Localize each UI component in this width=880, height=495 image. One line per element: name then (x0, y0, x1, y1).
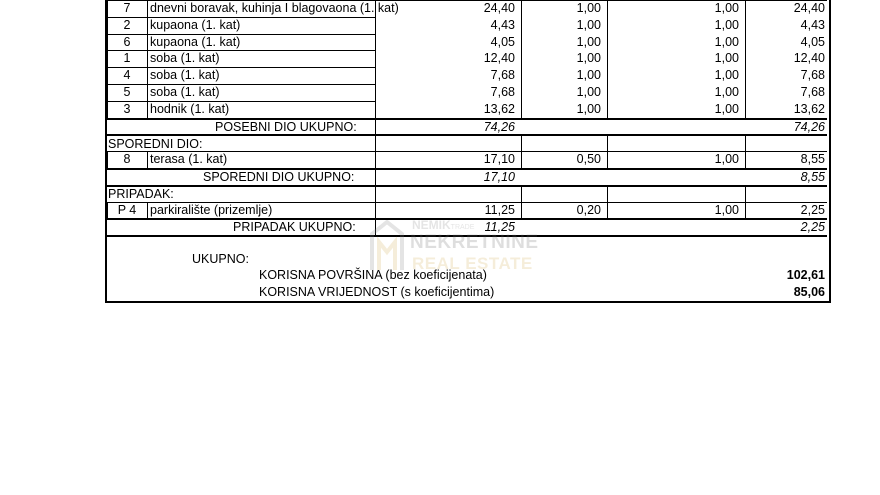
grid-vline (607, 17, 608, 34)
watermark-line1: NEMIKTRADE (412, 218, 475, 232)
coefficient-1: 1,00 (576, 68, 601, 83)
usable-value-value: 85,06 (793, 285, 825, 299)
subtotal-area: 74,26 (483, 119, 515, 134)
room-name: soba (1. kat) (150, 51, 220, 66)
room-area: 13,62 (483, 101, 515, 116)
grid-hline (105, 235, 827, 237)
row-total: 4,43 (800, 17, 825, 32)
row-total: 4,05 (800, 34, 825, 49)
grid-vline (147, 67, 148, 84)
grid-vline (375, 151, 376, 168)
grid-vline (607, 186, 608, 202)
grid-vline (107, 202, 108, 219)
coefficient-1: 1,00 (576, 101, 601, 116)
grid-vline (745, 101, 746, 118)
row-total: 8,55 (800, 152, 825, 167)
grid-vline (147, 84, 148, 101)
grid-vline (607, 135, 608, 151)
grid-vline (521, 186, 522, 202)
row-number: 7 (123, 1, 131, 15)
grid-vline (745, 186, 746, 202)
grid-vline (745, 151, 746, 168)
room-area: 4,43 (490, 17, 515, 32)
row-number: 4 (123, 68, 131, 83)
area-table (105, 0, 831, 303)
room-name: hodnik (1. kat) (150, 101, 230, 116)
grid-vline (521, 84, 522, 101)
grid-vline (607, 50, 608, 67)
grid-vline (607, 202, 608, 219)
room-name: soba (1. kat) (150, 68, 220, 83)
grid-vline (521, 202, 522, 219)
grid-vline (745, 17, 746, 34)
grid-vline (107, 67, 108, 84)
section-header: PRIPADAK: (108, 187, 174, 202)
grid-vline (107, 50, 108, 67)
grid-hline (105, 185, 827, 187)
subtotal-label: PRIPADAK UKUPNO: (233, 220, 356, 235)
grid-vline (375, 84, 376, 101)
coefficient-1: 1,00 (576, 1, 601, 15)
watermark-line2: NEKRETNINE (410, 232, 539, 253)
room-name: terasa (1. kat) (150, 152, 228, 167)
room-area: 24,40 (483, 1, 515, 15)
grid-vline (607, 151, 608, 168)
grid-vline (521, 67, 522, 84)
row-number: 3 (123, 101, 131, 116)
grid-vline (607, 84, 608, 101)
grid-vline (745, 202, 746, 219)
grid-vline (521, 135, 522, 151)
row-number: 2 (123, 17, 131, 32)
room-name: dnevni boravak, kuhinja I blagovaona (1. kat) (150, 1, 399, 15)
grid-vline (607, 0, 608, 17)
grid-vline (375, 101, 376, 118)
grid-vline (375, 67, 376, 84)
coefficient-1: 1,00 (576, 51, 601, 66)
coefficient-2: 1,00 (714, 101, 739, 116)
usable-area-label: KORISNA POVRŠINA (bez koeficijenata) (259, 268, 487, 282)
room-area: 4,05 (490, 34, 515, 49)
subtotal-label: POSEBNI DIO UKUPNO: (215, 119, 357, 134)
row-total: 13,62 (793, 101, 825, 116)
grid-vline (745, 0, 746, 17)
grid-vline (607, 34, 608, 51)
watermark-line3: REAL ESTATE (412, 254, 533, 273)
grid-vline (107, 151, 108, 168)
grid-vline (147, 151, 148, 168)
grid-vline (375, 0, 376, 17)
grid-vline (147, 17, 148, 34)
grid-vline (745, 84, 746, 101)
coefficient-2: 1,00 (714, 85, 739, 99)
grid-vline (745, 67, 746, 84)
subtotal-total: 2,25 (800, 220, 825, 235)
grid-vline (607, 101, 608, 118)
row-total: 24,40 (793, 1, 825, 15)
grid-vline (375, 50, 376, 67)
subtotal-area: 17,10 (483, 170, 515, 184)
coefficient-2: 1,00 (714, 34, 739, 49)
row-number: 8 (123, 152, 131, 167)
row-total: 12,40 (793, 51, 825, 66)
room-area: 7,68 (490, 68, 515, 83)
grid-vline (521, 17, 522, 34)
subtotal-total: 8,55 (800, 170, 825, 184)
coefficient-1: 0,50 (576, 152, 601, 167)
grid-vline (607, 67, 608, 84)
grid-vline (107, 101, 108, 118)
grid-vline (521, 0, 522, 17)
room-name: kupaona (1. kat) (150, 17, 241, 32)
usable-area-value: 102,61 (786, 268, 825, 282)
grid-vline (521, 151, 522, 168)
coefficient-2: 1,00 (714, 1, 739, 15)
grid-vline (375, 135, 376, 151)
row-number: 6 (123, 34, 131, 49)
subtotal-label: SPOREDNI DIO UKUPNO: (203, 170, 355, 184)
grid-vline (107, 84, 108, 101)
grid-vline (375, 186, 376, 202)
subtotal-area: 11,25 (484, 220, 515, 235)
subtotal-total: 74,26 (793, 119, 825, 134)
room-name: soba (1. kat) (150, 85, 220, 99)
coefficient-1: 0,20 (576, 202, 601, 217)
usable-value-label: KORISNA VRIJEDNOST (s koeficijentima) (259, 285, 495, 299)
grid-vline (147, 0, 148, 17)
grid-vline (375, 17, 376, 34)
coefficient-1: 1,00 (576, 17, 601, 32)
grid-vline (147, 202, 148, 219)
coefficient-1: 1,00 (576, 34, 601, 49)
grid-vline (521, 34, 522, 51)
row-number: 1 (123, 51, 131, 66)
grid-vline (521, 101, 522, 118)
room-name: parkiralište (prizemlje) (150, 202, 273, 217)
coefficient-2: 1,00 (714, 51, 739, 66)
section-header: SPOREDNI DIO: (108, 136, 203, 151)
grid-vline (107, 0, 108, 17)
row-total: 7,68 (800, 68, 825, 83)
grid-vline (745, 135, 746, 151)
grid-vline (521, 50, 522, 67)
room-name: kupaona (1. kat) (150, 34, 241, 49)
grid-vline (147, 50, 148, 67)
grid-vline (375, 218, 376, 235)
grid-vline (375, 34, 376, 51)
row-number: 5 (123, 85, 131, 99)
row-total: 7,68 (800, 85, 825, 99)
coefficient-2: 1,00 (714, 17, 739, 32)
grid-vline (375, 168, 376, 185)
grid-vline (107, 34, 108, 51)
room-area: 7,68 (490, 85, 515, 99)
coefficient-2: 1,00 (714, 68, 739, 83)
grid-vline (375, 202, 376, 219)
room-area: 11,25 (484, 202, 515, 217)
summary-label: UKUPNO: (192, 252, 249, 266)
room-area: 12,40 (483, 51, 515, 66)
coefficient-2: 1,00 (714, 152, 739, 167)
grid-vline (147, 101, 148, 118)
grid-vline (745, 34, 746, 51)
grid-vline (107, 17, 108, 34)
grid-hline (105, 134, 827, 136)
grid-vline (745, 50, 746, 67)
grid-vline (375, 118, 376, 135)
coefficient-2: 1,00 (714, 202, 739, 217)
grid-vline (147, 34, 148, 51)
room-area: 17,10 (483, 152, 515, 167)
row-number: P 4 (117, 202, 137, 217)
row-total: 2,25 (800, 202, 825, 217)
coefficient-1: 1,00 (576, 85, 601, 99)
